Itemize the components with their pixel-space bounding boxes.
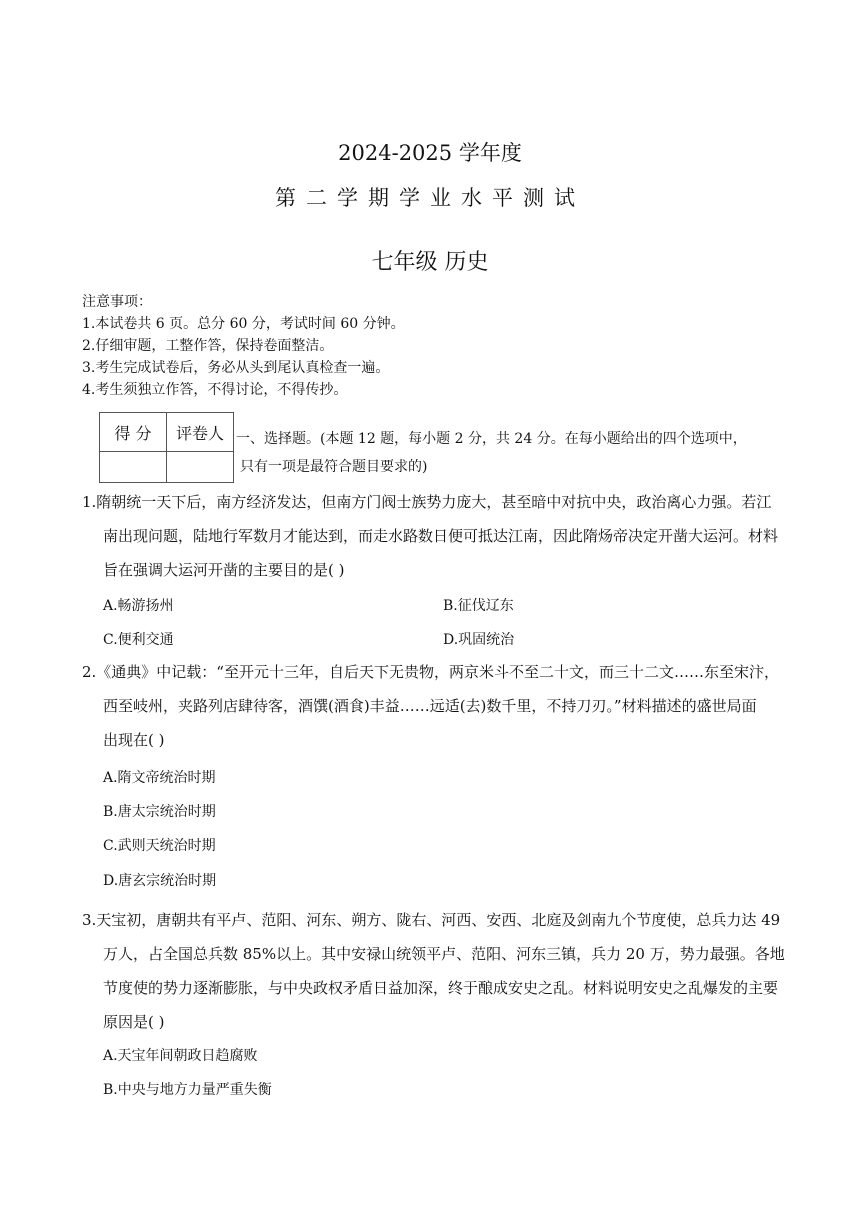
question-2-option-b: B.唐太宗统治时期 xyxy=(103,804,216,820)
score-cell xyxy=(100,452,167,483)
question-3-line: 万人，占全国总兵数 85%以上。其中安禄山统领平卢、范阳、河东三镇，兵力 20 万，势力最强。各地 xyxy=(103,945,785,963)
section-heading-cont: 只有一项是最符合题目要求的) xyxy=(240,459,428,475)
question-2-option-c: C.武则天统治时期 xyxy=(103,838,216,854)
exam-year: 2024-2025 学年度 xyxy=(338,141,522,165)
question-2-line: 出现在( ) xyxy=(103,731,165,749)
question-1-line: 旨在强调大运河开凿的主要目的是( ) xyxy=(103,561,345,579)
grader-cell xyxy=(167,452,234,483)
question-3-line: 3.天宝初，唐朝共有平卢、范阳、河东、朔方、陇右、河西、安西、北庭及剑南九个节度使，总兵力达 49 xyxy=(82,911,781,929)
question-2-option-d: D.唐玄宗统治时期 xyxy=(103,873,217,889)
question-2-line: 西至岐州，夹路列店肆待客，酒馔(酒食)丰益……远适(去)数千里，不持刀刃。”材料描述的盛世局面 xyxy=(103,697,757,715)
question-1-option-c: C.便利交通 xyxy=(103,632,174,648)
question-2-line: 2.《通典》中记载：“至开元十三年，自后天下无贵物，两京米斗不至二十文，而三十二文……东至宋汴， xyxy=(82,663,779,681)
question-1-option-a: A.畅游扬州 xyxy=(103,598,174,614)
note-item: 4.考生须独立作答，不得讨论，不得传抄。 xyxy=(82,382,348,398)
question-3-option-a: A.天宝年间朝政日趋腐败 xyxy=(103,1048,258,1064)
question-3-line: 原因是( ) xyxy=(103,1013,165,1031)
exam-title: 第二学期学业水平测试 xyxy=(275,186,585,210)
question-1-option-d: D.巩固统治 xyxy=(443,632,515,648)
grader-header: 评卷人 xyxy=(167,413,234,452)
subject-title: 七年级 历史 xyxy=(371,250,489,275)
score-table xyxy=(99,412,234,483)
score-header: 得 分 xyxy=(100,413,167,452)
note-item: 1.本试卷共 6 页。总分 60 分，考试时间 60 分钟。 xyxy=(82,316,405,332)
section-heading: 一、选择题。(本题 12 题，每小题 2 分，共 24 分。在每小题给出的四个选项中， xyxy=(236,431,747,447)
question-1-line: 1.隋朝统一天下后，南方经济发达，但南方门阀士族势力庞大，甚至暗中对抗中央，政治离心力强。若江 xyxy=(82,493,772,511)
notes-title: 注意事项： xyxy=(82,294,152,310)
note-item: 2.仔细审题，工整作答，保持卷面整洁。 xyxy=(82,338,334,354)
question-3-line: 节度使的势力逐渐膨胀，与中央政权矛盾日益加深，终于酿成安史之乱。材料说明安史之乱爆发的主要 xyxy=(103,979,779,997)
question-1-line: 南出现问题，陆地行军数月才能达到，而走水路数日便可抵达江南，因此隋炀帝决定开凿大运河。材料 xyxy=(103,527,779,545)
question-1-option-b: B.征伐辽东 xyxy=(443,598,514,614)
question-3-option-b: B.中央与地方力量严重失衡 xyxy=(103,1082,272,1098)
note-item: 3.考生完成试卷后，务必从头到尾认真检查一遍。 xyxy=(82,360,390,376)
question-2-option-a: A.隋文帝统治时期 xyxy=(103,770,216,786)
